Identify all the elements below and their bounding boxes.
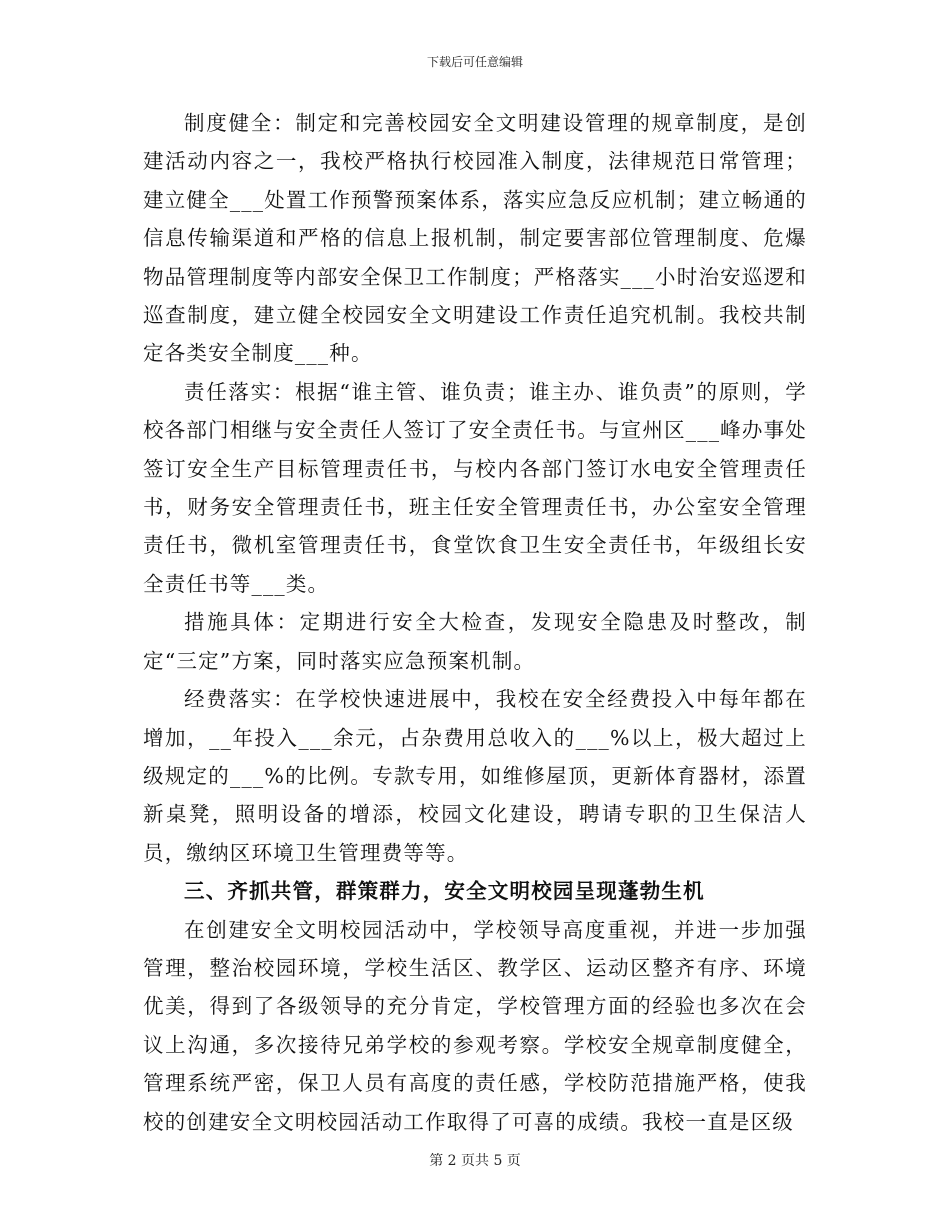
page-header: 下载后可任意编辑 [426, 55, 523, 69]
page-footer: 第 2 页共 5 页 [429, 1153, 521, 1169]
paragraph-measures: 措施具体：定期进行安全大检查，发现安全隐患及时整改，制定“三定”方案，同时落实应急预案机制。 [143, 610, 807, 673]
paragraph-responsibility: 责任落实：根据“谁主管、谁负责；谁主办、谁负责”的原则，学校各部门相继与安全责任人签订了安全责任书。与宣州区___峰办事处签订安全生产目标管理责任书，与校内各部门签订水电安全管理责任书，财务安全管理责任书，班主任安全管理责任书，办公室安全管理责任书，微机室管理责任书，食堂饮食卫生安全责任书，年级组长安全责任书等___类。 [143, 379, 807, 596]
paragraph-achievements: 在创建安全文明校园活动中，学校领导高度重视，并进一步加强管理，整治校园环境，学校生活区、教学区、运动区整齐有序、环境优美，得到了各级领导的充分肯定，学校管理方面的经验也多次在会议上沟通，多次接待兄弟学校的参观考察。学校安全规章制度健全，管理系统严密，保卫人员有高度的责任感，学校防范措施严格，使我校的创建安全文明校园活动工作取得了可喜的成绩。我校一直是区级 [143, 917, 807, 1134]
paragraph-system: 制度健全：制定和完善校园安全文明建设管理的规章制度，是创建活动内容之一，我校严格执行校园准入制度，法律规范日常管理；建立健全___处置工作预警预案体系，落实应急反应机制；建立畅通的信息传输渠道和严格的信息上报机制，制定要害部位管理制度、危爆物品管理制度等内部安全保卫工作制度；严格落实___小时治安巡逻和巡查制度，建立健全校园安全文明建设工作责任追究机制。我校共制定各类安全制度___种。 [143, 111, 807, 366]
document-body [143, 104, 807, 1141]
section-heading: 三、齐抓共管，群策群力，安全文明校园呈现蓬勃生机 [184, 879, 705, 904]
paragraph-funding: 经费落实：在学校快速进展中，我校在安全经费投入中每年都在增加，__年投入___余元，占杂费用总收入的___%以上，极大超过上级规定的___%的比例。专款专用，如维修屋顶，更新体育器材，添置新桌凳，照明设备的增添，校园文化建设，聘请专职的卫生保洁人员，缴纳区环境卫生管理费等等。 [143, 687, 807, 865]
